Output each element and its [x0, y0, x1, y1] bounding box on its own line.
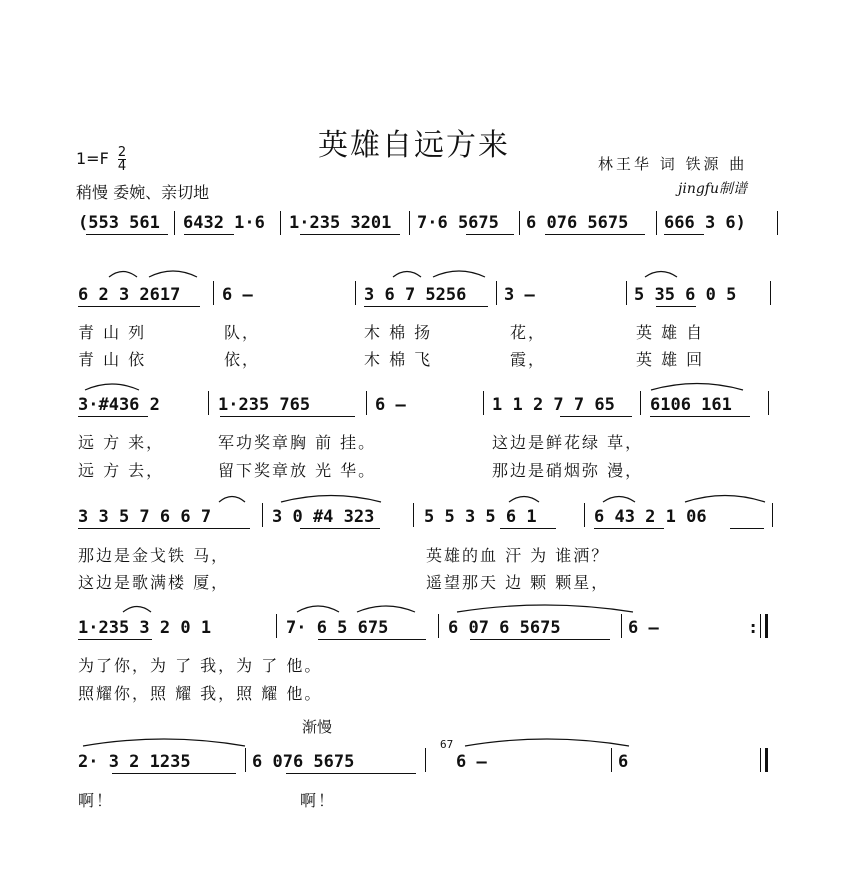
measure: 7· 6 5 675: [286, 618, 389, 638]
lyric: 英雄的血 汗 为 谁洒？: [426, 546, 610, 565]
measure: 6 –: [375, 395, 406, 415]
barline: [355, 281, 356, 305]
tempo-marking: 稍慢 委婉、亲切地: [76, 183, 210, 202]
underline: [560, 416, 632, 417]
arranger: jingfu制谱: [678, 181, 747, 197]
measure: 3 –: [504, 285, 535, 305]
lyric: 为了你，为 了 我，为 了 他。: [78, 656, 323, 675]
time-top: 2: [117, 145, 127, 160]
lyric: 青 山 列: [78, 323, 147, 342]
measure: 3 0 #4 323: [272, 507, 375, 527]
lyric: 青 山 依: [78, 350, 147, 369]
ritardando-marking: 渐慢: [302, 718, 333, 736]
lyric: 那边是金戈铁 马，: [78, 546, 230, 565]
barline: [438, 614, 439, 638]
measure: 1·235 3201: [289, 213, 392, 233]
barline: [425, 748, 426, 772]
slur: [644, 268, 678, 278]
slur: [508, 493, 540, 503]
measure: 1·235 3 2 0 1: [78, 618, 212, 638]
barline: [262, 503, 263, 527]
underline: [112, 773, 236, 774]
barline: [626, 281, 627, 305]
barline: [760, 614, 761, 638]
barline: [276, 614, 277, 638]
underline: [184, 234, 234, 235]
measure: 6 2 3 2617: [78, 285, 181, 305]
barline: [174, 211, 175, 235]
grace-notes: 67: [440, 738, 454, 751]
slur: [432, 268, 486, 278]
measure: 3 3 5 7 6 6 7: [78, 507, 212, 527]
underline: [78, 306, 200, 307]
barline: [280, 211, 281, 235]
slur: [456, 603, 634, 613]
measure: 6432 1·6: [183, 213, 265, 233]
lyric: 木 棉 飞: [364, 350, 433, 369]
slur: [218, 493, 246, 503]
lyric: 遥望那天 边 颗 颗星，: [426, 573, 610, 592]
underline: [220, 416, 355, 417]
slur: [684, 493, 766, 503]
underline: [300, 528, 380, 529]
underline: [318, 639, 426, 640]
measure: 2· 3 2 1235: [78, 752, 191, 772]
underline: [78, 416, 148, 417]
barline: [496, 281, 497, 305]
barline: [621, 614, 622, 638]
underline: [664, 234, 704, 235]
barline: [208, 391, 209, 415]
lyric: 啊！: [78, 791, 115, 810]
measure: 6 43 2 1 06: [594, 507, 707, 527]
slur: [148, 268, 198, 278]
underline: [286, 773, 416, 774]
barline: [777, 211, 778, 235]
repeat-dots: :: [748, 618, 759, 638]
measure: 666 3 6): [664, 213, 746, 233]
barline: [245, 748, 246, 772]
barline: [366, 391, 367, 415]
measure: 1·235 765: [218, 395, 311, 415]
lyric: 霞，: [510, 350, 547, 369]
measure: 5 35 6 0 5: [634, 285, 737, 305]
measure: 6 07 6 5675: [448, 618, 561, 638]
measure: (553 561: [78, 213, 160, 233]
measure: 6: [618, 752, 629, 772]
slur: [392, 268, 422, 278]
measure: 6 –: [222, 285, 253, 305]
lyric: 依，: [224, 350, 261, 369]
credits: 林王华 词 铁源 曲: [598, 155, 748, 173]
measure: 1 1 2 7 7 65: [492, 395, 615, 415]
barline: [656, 211, 657, 235]
repeat-end-barline: [765, 614, 768, 638]
slur: [122, 603, 152, 613]
slur: [602, 493, 636, 503]
barline: [640, 391, 641, 415]
measure: 7·6 5675: [417, 213, 499, 233]
slur: [650, 381, 744, 391]
lyric: 队，: [224, 323, 261, 342]
slur: [82, 737, 246, 747]
barline: [772, 503, 773, 527]
barline: [213, 281, 214, 305]
underline: [470, 639, 610, 640]
measure: 6106 161: [650, 395, 732, 415]
lyric: 英 雄 自: [636, 323, 705, 342]
measure: 3 6 7 5256: [364, 285, 467, 305]
underline: [500, 528, 556, 529]
measure: 6 –: [456, 752, 487, 772]
time-bottom: 4: [117, 159, 127, 174]
slur: [84, 381, 140, 391]
lyric: 这边是鲜花绿 草，: [492, 433, 644, 452]
final-barline: [765, 748, 768, 772]
underline: [78, 639, 152, 640]
slur: [280, 493, 382, 503]
song-title: 英雄自远方来: [318, 128, 510, 163]
barline: [760, 748, 761, 772]
lyric: 英 雄 回: [636, 350, 705, 369]
slur: [356, 603, 416, 613]
barline: [768, 391, 769, 415]
underline: [364, 306, 488, 307]
barline: [483, 391, 484, 415]
underline: [466, 234, 514, 235]
slur: [464, 737, 630, 747]
barline: [584, 503, 585, 527]
lyric: 军功奖章胸 前 挂。: [218, 433, 377, 452]
underline: [86, 234, 168, 235]
measure: 6 –: [628, 618, 659, 638]
underline: [594, 528, 664, 529]
lyric: 木 棉 扬: [364, 323, 433, 342]
barline: [770, 281, 771, 305]
underline: [545, 234, 645, 235]
underline: [78, 528, 250, 529]
key-signature: [76, 146, 126, 173]
underline: [656, 306, 696, 307]
measure: 3·#436 2: [78, 395, 160, 415]
underline: [300, 234, 400, 235]
measure: 5 5 3 5 6 1: [424, 507, 537, 527]
barline: [413, 503, 414, 527]
lyric: 啊！: [300, 791, 337, 810]
measure: 6 076 5675: [252, 752, 355, 772]
measure: 6 076 5675: [526, 213, 629, 233]
lyric: 这边是歌满楼 厦，: [78, 573, 230, 592]
lyric: 照耀你，照 耀 我，照 耀 他。: [78, 684, 323, 703]
slur: [296, 603, 340, 613]
lyric: 远 方 来，: [78, 433, 165, 452]
lyric: 花，: [510, 323, 547, 342]
underline: [730, 528, 764, 529]
barline: [519, 211, 520, 235]
lyric: 远 方 去，: [78, 461, 165, 480]
key-text: 1=F: [76, 149, 109, 168]
lyric: 那边是硝烟弥 漫，: [492, 461, 644, 480]
barline: [409, 211, 410, 235]
barline: [611, 748, 612, 772]
slur: [108, 268, 138, 278]
underline: [650, 416, 750, 417]
lyric: 留下奖章放 光 华。: [218, 461, 377, 480]
